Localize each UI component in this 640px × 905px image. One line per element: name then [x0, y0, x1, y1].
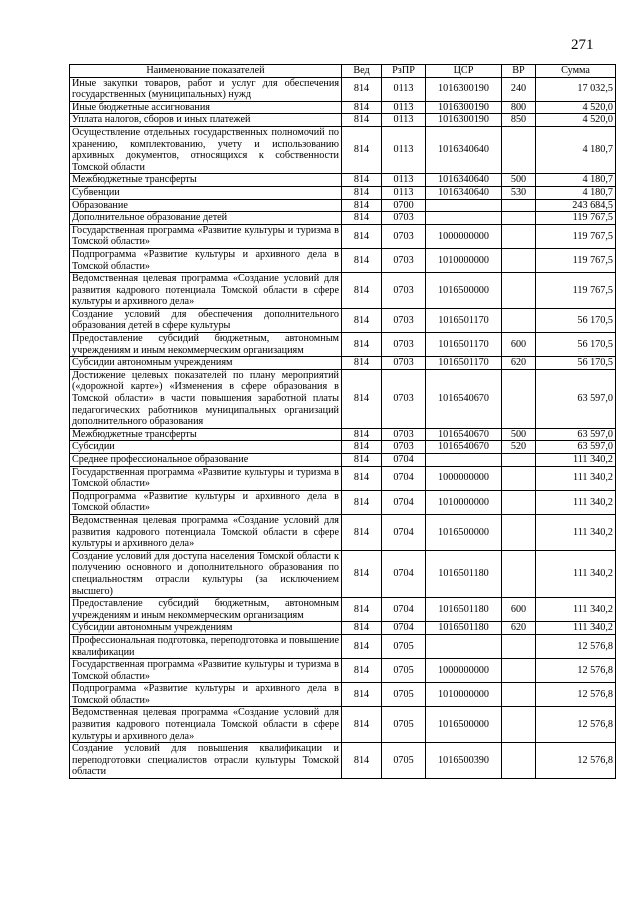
row-ved: 814: [342, 683, 382, 707]
row-name: Профессиональная подготовка, переподготовка и повышение квалификации: [70, 634, 342, 658]
row-sum: 63 597,0: [536, 369, 616, 428]
row-csr: 1016501180: [426, 598, 502, 622]
row-sum: 56 170,5: [536, 308, 616, 332]
row-name: Подпрограмма «Развитие культуры и архивного дела в Томской области»: [70, 248, 342, 272]
row-name: Ведомственная целевая программа «Создание условий для развития кадрового потенциала Томской области в сфере культуры и архивного дела»: [70, 514, 342, 550]
row-vr: [502, 248, 536, 272]
row-name: Иные бюджетные ассигнования: [70, 101, 342, 114]
row-vr: [502, 743, 536, 779]
row-vr: [502, 273, 536, 309]
row-sum: 12 576,8: [536, 683, 616, 707]
row-sum: 4 180,7: [536, 174, 616, 187]
row-vr: [502, 550, 536, 597]
header-vr: ВР: [502, 65, 536, 78]
table-row: [70, 333, 616, 357]
table-row: [70, 77, 616, 101]
row-ved: 814: [342, 454, 382, 467]
row-ved: 814: [342, 634, 382, 658]
row-rzpr: 0705: [382, 634, 426, 658]
table-row: [70, 224, 616, 248]
row-csr: 1016501170: [426, 308, 502, 332]
row-rzpr: 0704: [382, 466, 426, 490]
row-csr: 1016340640: [426, 186, 502, 199]
row-ved: 814: [342, 174, 382, 187]
row-sum: 56 170,5: [536, 357, 616, 370]
table-row: [70, 428, 616, 441]
row-sum: 111 340,2: [536, 550, 616, 597]
row-csr: 1016501180: [426, 550, 502, 597]
row-rzpr: 0113: [382, 186, 426, 199]
row-sum: 4 180,7: [536, 126, 616, 173]
row-csr: 1016540670: [426, 369, 502, 428]
row-name: Достижение целевых показателей по плану мероприятий («дорожной карте») «Изменения в сфере образования в Томской области» в части повышения заработной платы педагогических работников муниципальных организаций дополнительного образования: [70, 369, 342, 428]
row-sum: 4 180,7: [536, 186, 616, 199]
row-ved: 814: [342, 514, 382, 550]
row-vr: [502, 707, 536, 743]
row-ved: 814: [342, 114, 382, 127]
row-ved: 814: [342, 428, 382, 441]
table-row: [70, 466, 616, 490]
row-rzpr: 0703: [382, 333, 426, 357]
row-ved: 814: [342, 466, 382, 490]
row-rzpr: 0705: [382, 659, 426, 683]
row-sum: 119 767,5: [536, 212, 616, 225]
header-rzpr: РзПР: [382, 65, 426, 78]
row-name: Государственная программа «Развитие культуры и туризма в Томской области»: [70, 659, 342, 683]
row-sum: 12 576,8: [536, 707, 616, 743]
row-ved: 814: [342, 308, 382, 332]
row-name: Создание условий для повышения квалификации и переподготовки специалистов отрасли культуры Томской области: [70, 743, 342, 779]
table-row: [70, 659, 616, 683]
row-sum: 17 032,5: [536, 77, 616, 101]
row-csr: 1000000000: [426, 466, 502, 490]
row-ved: 814: [342, 622, 382, 635]
row-ved: 814: [342, 126, 382, 173]
row-csr: 1016300190: [426, 101, 502, 114]
table-header-row: [70, 65, 616, 78]
row-vr: [502, 454, 536, 467]
row-sum: 119 767,5: [536, 248, 616, 272]
table-row: [70, 248, 616, 272]
row-vr: 620: [502, 622, 536, 635]
row-vr: [502, 212, 536, 225]
row-csr: 1016340640: [426, 126, 502, 173]
row-name: Субвенции: [70, 186, 342, 199]
row-csr: [426, 199, 502, 212]
table-body: [70, 77, 616, 778]
row-csr: 1016500390: [426, 743, 502, 779]
row-csr: 1016340640: [426, 174, 502, 187]
table-row: [70, 114, 616, 127]
table-row: [70, 598, 616, 622]
row-rzpr: 0113: [382, 77, 426, 101]
row-ved: 814: [342, 659, 382, 683]
row-sum: 12 576,8: [536, 659, 616, 683]
row-ved: 814: [342, 333, 382, 357]
row-vr: 500: [502, 428, 536, 441]
row-name: Предоставление субсидий бюджетным, автономным учреждениям и иным некоммерческим организациям: [70, 333, 342, 357]
row-csr: 1010000000: [426, 248, 502, 272]
row-ved: 814: [342, 490, 382, 514]
row-name: Ведомственная целевая программа «Создание условий для развития кадрового потенциала Томской области в сфере культуры и архивного дела»: [70, 273, 342, 309]
table-row: [70, 683, 616, 707]
row-sum: 119 767,5: [536, 224, 616, 248]
row-name: Среднее профессиональное образование: [70, 454, 342, 467]
row-sum: 111 340,2: [536, 466, 616, 490]
row-sum: 111 340,2: [536, 514, 616, 550]
table-row: [70, 126, 616, 173]
table-row: [70, 490, 616, 514]
row-csr: [426, 454, 502, 467]
row-csr: 1016500000: [426, 514, 502, 550]
row-name: Субсидии: [70, 441, 342, 454]
row-vr: 520: [502, 441, 536, 454]
header-name: Наименование показателей: [70, 65, 342, 78]
row-ved: 814: [342, 224, 382, 248]
row-csr: 1016501170: [426, 357, 502, 370]
row-csr: [426, 212, 502, 225]
row-vr: 500: [502, 174, 536, 187]
row-rzpr: 0704: [382, 550, 426, 597]
row-vr: [502, 466, 536, 490]
row-name: Ведомственная целевая программа «Создание условий для развития кадрового потенциала Томской области в сфере культуры и архивного дела»: [70, 707, 342, 743]
row-name: Межбюджетные трансферты: [70, 428, 342, 441]
row-rzpr: 0704: [382, 598, 426, 622]
row-csr: 1016540670: [426, 428, 502, 441]
row-ved: 814: [342, 369, 382, 428]
row-name: Образование: [70, 199, 342, 212]
table-row: [70, 743, 616, 779]
row-rzpr: 0703: [382, 248, 426, 272]
row-rzpr: 0703: [382, 273, 426, 309]
row-vr: [502, 199, 536, 212]
table-row: [70, 454, 616, 467]
table-row: [70, 308, 616, 332]
row-sum: 111 340,2: [536, 598, 616, 622]
row-csr: 1010000000: [426, 490, 502, 514]
row-name: Подпрограмма «Развитие культуры и архивного дела в Томской области»: [70, 490, 342, 514]
row-vr: [502, 308, 536, 332]
row-rzpr: 0704: [382, 454, 426, 467]
row-vr: [502, 126, 536, 173]
table-row: [70, 186, 616, 199]
header-csr: ЦСР: [426, 65, 502, 78]
row-vr: [502, 634, 536, 658]
row-sum: 119 767,5: [536, 273, 616, 309]
row-ved: 814: [342, 598, 382, 622]
row-name: Государственная программа «Развитие культуры и туризма в Томской области»: [70, 466, 342, 490]
row-vr: [502, 514, 536, 550]
row-sum: 63 597,0: [536, 428, 616, 441]
row-rzpr: 0113: [382, 114, 426, 127]
row-ved: 814: [342, 273, 382, 309]
row-rzpr: 0704: [382, 622, 426, 635]
row-sum: 12 576,8: [536, 743, 616, 779]
row-ved: 814: [342, 550, 382, 597]
row-vr: [502, 659, 536, 683]
table-row: [70, 212, 616, 225]
row-ved: 814: [342, 743, 382, 779]
row-rzpr: 0703: [382, 224, 426, 248]
budget-table: [69, 64, 616, 779]
row-rzpr: 0705: [382, 707, 426, 743]
row-rzpr: 0704: [382, 490, 426, 514]
row-ved: 814: [342, 248, 382, 272]
row-csr: 1000000000: [426, 224, 502, 248]
row-ved: 814: [342, 101, 382, 114]
row-csr: 1016501180: [426, 622, 502, 635]
header-ved: Вед: [342, 65, 382, 78]
row-name: Межбюджетные трансферты: [70, 174, 342, 187]
row-sum: 111 340,2: [536, 622, 616, 635]
row-rzpr: 0703: [382, 369, 426, 428]
row-vr: 530: [502, 186, 536, 199]
row-rzpr: 0703: [382, 308, 426, 332]
row-name: Субсидии автономным учреждениям: [70, 622, 342, 635]
row-name: Создание условий для обеспечения дополнительного образования детей в сфере культуры: [70, 308, 342, 332]
row-name: Предоставление субсидий бюджетным, автономным учреждениям и иным некоммерческим организациям: [70, 598, 342, 622]
row-rzpr: 0700: [382, 199, 426, 212]
row-csr: 1016501170: [426, 333, 502, 357]
table-row: [70, 174, 616, 187]
table-row: [70, 622, 616, 635]
row-sum: 111 340,2: [536, 454, 616, 467]
row-csr: 1016300190: [426, 77, 502, 101]
row-vr: [502, 369, 536, 428]
row-name: Уплата налогов, сборов и иных платежей: [70, 114, 342, 127]
table-row: [70, 441, 616, 454]
row-sum: 63 597,0: [536, 441, 616, 454]
row-name: Государственная программа «Развитие культуры и туризма в Томской области»: [70, 224, 342, 248]
row-csr: 1016500000: [426, 707, 502, 743]
row-sum: 111 340,2: [536, 490, 616, 514]
table-row: [70, 101, 616, 114]
row-name: Подпрограмма «Развитие культуры и архивного дела в Томской области»: [70, 683, 342, 707]
row-rzpr: 0703: [382, 428, 426, 441]
row-vr: 600: [502, 333, 536, 357]
row-rzpr: 0705: [382, 683, 426, 707]
row-csr: 1000000000: [426, 659, 502, 683]
row-csr: 1016300190: [426, 114, 502, 127]
row-rzpr: 0113: [382, 126, 426, 173]
row-vr: 600: [502, 598, 536, 622]
table-row: [70, 357, 616, 370]
table-row: [70, 273, 616, 309]
row-name: Иные закупки товаров, работ и услуг для обеспечения государственных (муниципальных) нужд: [70, 77, 342, 101]
row-vr: [502, 224, 536, 248]
table-row: [70, 199, 616, 212]
row-sum: 56 170,5: [536, 333, 616, 357]
row-ved: 814: [342, 212, 382, 225]
row-csr: 1016500000: [426, 273, 502, 309]
table-row: [70, 514, 616, 550]
row-rzpr: 0113: [382, 174, 426, 187]
row-sum: 12 576,8: [536, 634, 616, 658]
row-name: Дополнительное образование детей: [70, 212, 342, 225]
row-rzpr: 0703: [382, 357, 426, 370]
table-row: [70, 634, 616, 658]
row-rzpr: 0703: [382, 441, 426, 454]
row-ved: 814: [342, 199, 382, 212]
row-vr: 240: [502, 77, 536, 101]
row-ved: 814: [342, 441, 382, 454]
row-vr: [502, 683, 536, 707]
row-rzpr: 0113: [382, 101, 426, 114]
table-row: [70, 550, 616, 597]
row-sum: 243 684,5: [536, 199, 616, 212]
row-name: Создание условий для доступа населения Томской области к получению основного и дополнительного образования по специальностям отрасли культуры (за исключением высшего): [70, 550, 342, 597]
row-csr: [426, 634, 502, 658]
row-ved: 814: [342, 357, 382, 370]
table-row: [70, 707, 616, 743]
row-ved: 814: [342, 77, 382, 101]
page-number: 271: [571, 37, 594, 53]
row-csr: 1010000000: [426, 683, 502, 707]
row-csr: 1016540670: [426, 441, 502, 454]
row-sum: 4 520,0: [536, 114, 616, 127]
row-ved: 814: [342, 186, 382, 199]
row-vr: 620: [502, 357, 536, 370]
row-vr: [502, 490, 536, 514]
row-name: Осуществление отдельных государственных полномочий по хранению, комплектованию, учету и использованию архивных документов, относящихся к собственности Томской области: [70, 126, 342, 173]
row-rzpr: 0704: [382, 514, 426, 550]
row-rzpr: 0703: [382, 212, 426, 225]
row-name: Субсидии автономным учреждениям: [70, 357, 342, 370]
row-ved: 814: [342, 707, 382, 743]
row-sum: 4 520,0: [536, 101, 616, 114]
row-vr: 800: [502, 101, 536, 114]
header-sum: Сумма: [536, 65, 616, 78]
table-row: [70, 369, 616, 428]
row-vr: 850: [502, 114, 536, 127]
row-rzpr: 0705: [382, 743, 426, 779]
